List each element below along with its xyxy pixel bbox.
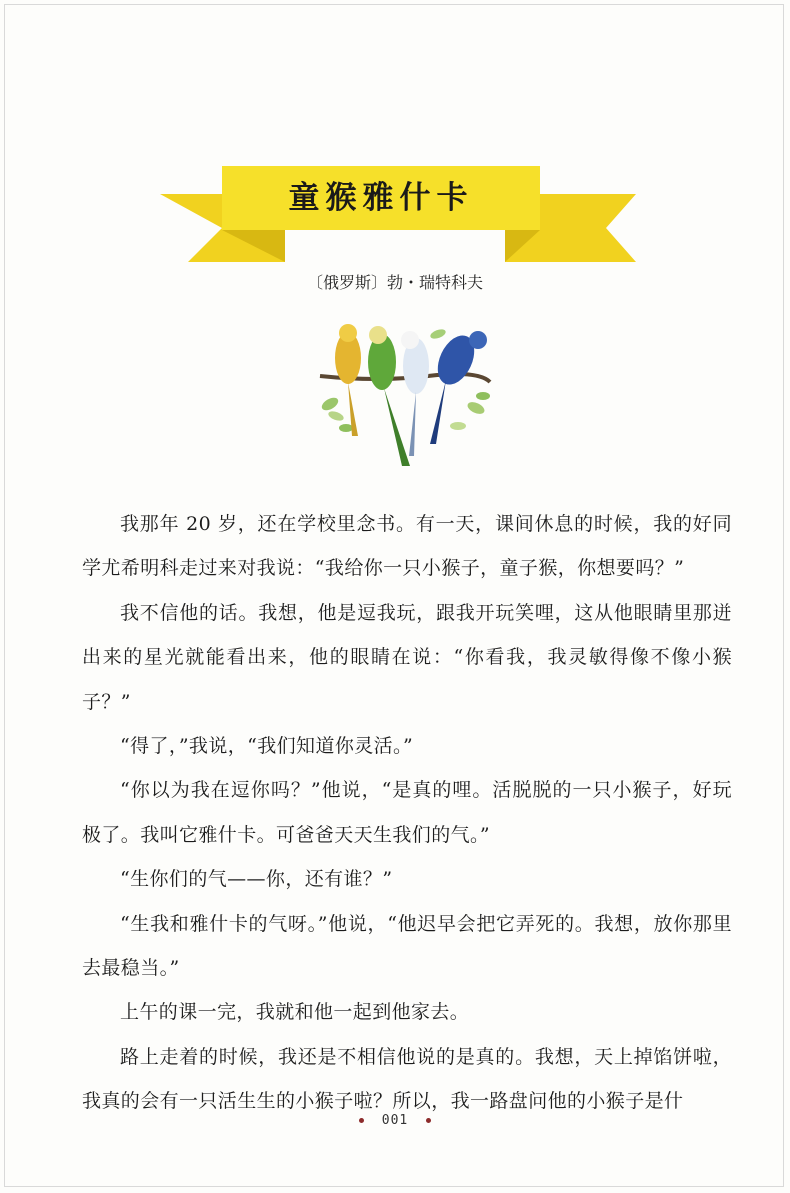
footer-dot-left bbox=[359, 1118, 364, 1123]
story-body bbox=[82, 502, 732, 1124]
footer-dot-right bbox=[426, 1118, 431, 1123]
paragraph: “得了，”我说，“我们知道你灵活。” bbox=[120, 735, 414, 758]
parrots-illustration bbox=[318, 316, 498, 481]
paragraph: 路上走着的时候，我还是不相信他说的是真的。我想，天上掉馅饼啦，我真的会有一只活生生的小猴子啦？所以，我一路盘问他的小猴子是什 bbox=[82, 1045, 732, 1113]
page-number: 001 bbox=[381, 1113, 409, 1128]
paragraph: “生我和雅什卡的气呀。”他说，“他迟早会把它弄死的。我想，放你那里去最稳当。” bbox=[82, 912, 732, 980]
paragraph: 我不信他的话。我想，他是逗我玩，跟我开玩笑哩，这从他眼睛里那迸出来的星光就能看出来，他的眼睛在说：“你看我，我灵敏得像不像小猴子？” bbox=[82, 601, 732, 713]
page-footer bbox=[0, 1113, 790, 1128]
paragraph: “你以为我在逗你吗？”他说，“是真的哩。活脱脱的一只小猴子，好玩极了。我叫它雅什卡。可爸爸天天生我们的气。” bbox=[82, 779, 732, 846]
title-ribbon bbox=[0, 0, 790, 280]
paragraph: 我那年 20 岁，还在学校里念书。有一天，课间休息的时候，我的好同学尤希明科走过来对我说：“我给你一只小猴子，童子猴，你想要吗？” bbox=[82, 513, 732, 580]
story-title: 童猴雅什卡 bbox=[288, 180, 474, 216]
paragraph: 上午的课一完，我就和他一起到他家去。 bbox=[120, 1001, 470, 1024]
author-line: 〔俄罗斯〕勃・瑞特科夫 bbox=[306, 273, 483, 292]
paragraph: “生你们的气——你，还有谁？” bbox=[120, 868, 393, 891]
